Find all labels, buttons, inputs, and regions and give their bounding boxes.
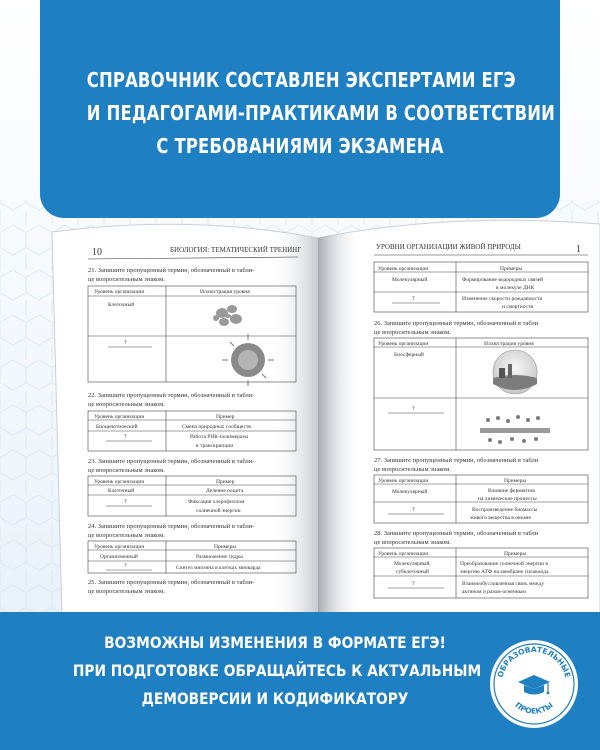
svg-text:це вопросительным знаком.: це вопросительным знаком. xyxy=(374,329,451,336)
svg-text:на химические процессы: на химические процессы xyxy=(478,496,537,502)
svg-text:?: ? xyxy=(412,406,415,412)
svg-text:?: ? xyxy=(124,340,127,346)
left-running-head: БИОЛОГИЯ: ТЕМАТИЧЕСКИЙ ТРЕНИНГ xyxy=(170,246,302,254)
svg-text:?: ? xyxy=(124,434,127,440)
svg-text:Размножение гидры: Размножение гидры xyxy=(196,554,243,560)
svg-text:Преобразование солнечной энерг: Преобразование солнечной энергии в xyxy=(460,561,548,567)
svg-text:21. Запишите пропущенный терми: 21. Запишите пропущенный термин, обозначенный в табли- xyxy=(88,267,255,274)
svg-text:Уровень организации: Уровень организации xyxy=(378,341,429,347)
svg-text:Синтез миозина в клетках миока: Синтез миозина в клетках миокарда xyxy=(176,565,261,571)
svg-text:Организменный: Организменный xyxy=(100,554,138,560)
svg-text:Иллюстрация уровня: Иллюстрация уровня xyxy=(200,289,250,295)
svg-text:Уровень организации: Уровень организации xyxy=(378,478,429,484)
svg-text:25. Запишите пропущенный терми: 25. Запишите пропущенный термин, обозначенный в табли- xyxy=(88,579,255,586)
svg-text:актином и разом-огненным: актином и разом-огненным xyxy=(462,589,526,595)
right-page xyxy=(318,220,600,630)
svg-text:Уровень организации: Уровень организации xyxy=(94,414,145,420)
svg-text:в молекуле ДНК: в молекуле ДНК xyxy=(496,285,535,291)
svg-text:це вопросительным знаком.: це вопросительным знаком. xyxy=(88,276,165,283)
svg-text:Работа РНК-полимеразы: Работа РНК-полимеразы xyxy=(190,434,249,440)
svg-text:Изменение скорости рождаемости: Изменение скорости рождаемости xyxy=(462,296,543,302)
svg-text:энергию АТФ на мембране тилако: энергию АТФ на мембране тилакоида xyxy=(460,569,549,575)
svg-text:це вопросительным знаком.: це вопросительным знаком. xyxy=(374,539,451,546)
svg-text:Примеры: Примеры xyxy=(214,544,237,550)
svg-text:це вопросительным знаком.: це вопросительным знаком. xyxy=(88,467,165,474)
right-page-number: 1 xyxy=(576,244,581,255)
svg-text:Молекулярный,: Молекулярный, xyxy=(394,561,431,567)
svg-text:Молекулярный: Молекулярный xyxy=(392,277,428,283)
right-running-head: УРОВНИ ОРГАНИЗАЦИИ ЖИВОЙ ПРИРОДЫ xyxy=(376,243,521,251)
svg-text:Биосферный: Биосферный xyxy=(394,352,424,358)
left-page xyxy=(52,224,318,628)
svg-text:Уровень организации: Уровень организации xyxy=(378,551,429,557)
svg-text:Примеры: Примеры xyxy=(504,551,527,557)
svg-text:Смена природных сообществ: Смена природных сообществ xyxy=(182,424,251,430)
svg-text:?: ? xyxy=(124,499,127,505)
svg-text:Влияние ферментов: Влияние ферментов xyxy=(488,488,535,494)
svg-text:Уровень организации: Уровень организации xyxy=(94,479,145,485)
publisher-logo xyxy=(486,636,582,732)
svg-text:26. Запишите пропущенный терми: 26. Запишите пропущенный термин, обозначенный в табли xyxy=(374,320,539,327)
logo-bottom-text: ПРОЕКТЫ xyxy=(513,700,555,716)
svg-text:27. Запишите пропущенный терми: 27. Запишите пропущенный термин, обозначенный в табли xyxy=(374,457,539,464)
svg-text:?: ? xyxy=(412,296,415,302)
svg-text:Биоценотический: Биоценотический xyxy=(96,424,138,430)
footer-line-3: ДЕМОВЕРСИИ И КОДИФИКАТОРУ xyxy=(141,689,409,708)
svg-text:?: ? xyxy=(412,581,415,587)
svg-text:це вопросительным знаком.: це вопросительным знаком. xyxy=(88,588,165,595)
svg-text:це вопросительным знаком.: це вопросительным знаком. xyxy=(374,466,451,473)
svg-text:в транскрипции: в транскрипции xyxy=(196,443,234,449)
svg-text:Деление ооцита: Деление ооцита xyxy=(206,488,244,494)
svg-text:23. Запишите пропущенный терми: 23. Запишите пропущенный термин, обозначенный в табли- xyxy=(88,458,255,465)
svg-text:Фиксация хлорофиллом: Фиксация хлорофиллом xyxy=(188,499,245,505)
logo-top-text: ОБРАЗОВАТЕЛЬНЫЕ xyxy=(495,644,573,679)
svg-text:22. Запишите пропущенный терми: 22. Запишите пропущенный термин, обозначенный в табли- xyxy=(88,392,255,399)
svg-text:Уровень организации: Уровень организации xyxy=(94,289,145,295)
banner-line-1: СПРАВОЧНИК СОСТАВЛЕН ЭКСПЕРТАМИ ЕГЭ xyxy=(86,68,516,92)
svg-text:Примеры: Примеры xyxy=(500,266,523,272)
svg-text:Воспроизведение биомассы: Воспроизведение биомассы xyxy=(472,507,538,513)
svg-text:Клеточный: Клеточный xyxy=(108,302,135,308)
svg-text:?: ? xyxy=(124,563,127,569)
svg-text:це вопросительным знаком.: це вопросительным знаком. xyxy=(88,532,165,539)
svg-text:Пример: Пример xyxy=(216,414,235,420)
footer-line-2: ПРИ ПОДГОТОВКЕ ОБРАЩАЙТЕСЬ К АКТУАЛЬНЫМ xyxy=(72,661,482,680)
footer-line-1: ВОЗМОЖНЫ ИЗМЕНЕНИЯ В ФОРМАТЕ ЕГЭ! xyxy=(104,633,446,652)
svg-text:Уровень организации: Уровень организации xyxy=(378,266,429,272)
svg-text:24. Запишите пропущенный терми: 24. Запишите пропущенный термин, обозначенный в табли- xyxy=(88,523,255,530)
left-page-number: 10 xyxy=(92,247,102,258)
svg-text:це вопросительным знаком.: це вопросительным знаком. xyxy=(88,401,165,408)
svg-text:28. Запишите пропущенный терми: 28. Запишите пропущенный термин, обозначенный в табли xyxy=(374,530,539,537)
banner-line-3: С ТРЕБОВАНИЯМИ ЭКЗАМЕНА xyxy=(156,134,444,158)
svg-text:и смертности: и смертности xyxy=(502,304,534,310)
svg-text:живого вещества в океане: живого вещества в океане xyxy=(470,515,531,521)
svg-text:солнечной энергии: солнечной энергии xyxy=(196,508,241,514)
biosphere-illustration xyxy=(493,350,537,394)
svg-text:Иллюстрация уровня: Иллюстрация уровня xyxy=(484,341,534,347)
svg-text:Клеточный: Клеточный xyxy=(108,488,135,494)
svg-text:Формирование водородных связей: Формирование водородных связей xyxy=(462,277,544,283)
svg-text:Взаимообусловленная связь межд: Взаимообусловленная связь между xyxy=(462,581,545,587)
svg-text:Молекулярный: Молекулярный xyxy=(392,489,428,495)
svg-text:субклеточный: субклеточный xyxy=(396,569,429,575)
svg-text:Примеры: Примеры xyxy=(504,478,527,484)
svg-text:Уровень организации: Уровень организации xyxy=(94,544,145,550)
banner-line-2: И ПЕДАГОГАМИ-ПРАКТИКАМИ В СООТВЕТСТВИИ xyxy=(86,101,556,125)
svg-text:Пример: Пример xyxy=(216,479,235,485)
svg-text:?: ? xyxy=(412,507,415,513)
